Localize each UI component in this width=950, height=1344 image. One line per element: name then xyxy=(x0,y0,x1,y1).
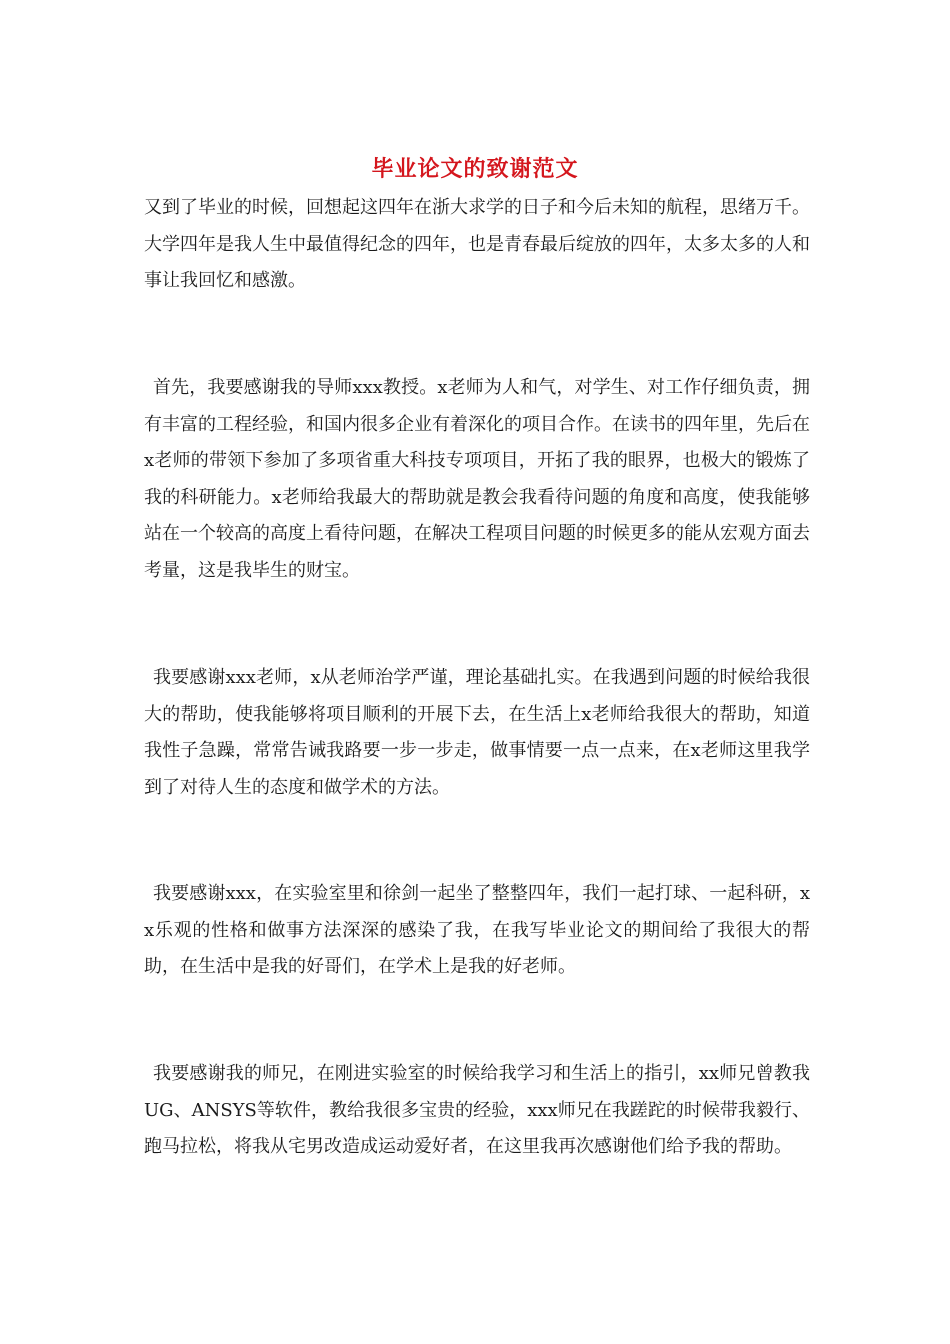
paragraph-teacher: 我要感谢xxx老师，x从老师治学严谨，理论基础扎实。在我遇到问题的时候给我很大的帮助，使我能够将项目顺利的开展下去，在生活上x老师给我很大的帮助，知道我性子急躁，常常告诫我路要一步一步走，做事情要一点一点来，在x老师这里我学到了对待人生的态度和做学术的方法。 xyxy=(144,667,810,798)
paragraph-seniors: 我要感谢我的师兄，在刚进实验室的时候给我学习和生活上的指引，xx师兄曾教我UG、ANSYS等软件，教给我很多宝贵的经验，xxx师兄在我蹉跎的时候带我毅行、跑马拉松，将我从宅男改造成运动爱好者，在这里我再次感谢他们给予我的帮助。 xyxy=(144,1063,810,1157)
paragraph-intro: 又到了毕业的时候，回想起这四年在浙大求学的日子和今后未知的航程，思绪万千。大学四年是我人生中最值得纪念的四年，也是青春最后绽放的四年，太多太多的人和事让我回忆和感激。 xyxy=(144,197,810,291)
paragraph-advisor: 首先，我要感谢我的导师xxx教授。x老师为人和气，对学生、对工作仔细负责，拥有丰富的工程经验，和国内很多企业有着深化的项目合作。在读书的四年里，先后在x老师的带领下参加了多项省重大科技专项项目，开拓了我的眼界，也极大的锻炼了我的科研能力。x老师给我最大的帮助就是教会我看待问题的角度和高度，使我能够站在一个较高的高度上看待问题，在解决工程项目问题的时候更多的能从宏观方面去考量，这是我毕生的财宝。 xyxy=(144,377,810,581)
paragraph-labmate: 我要感谢xxx，在实验室里和徐剑一起坐了整整四年，我们一起打球、一起科研，xx乐观的性格和做事方法深深的感染了我，在我写毕业论文的期间给了我很大的帮助，在生活中是我的好哥们，在学术上是我的好老师。 xyxy=(144,883,810,977)
document-title: 毕业论文的致谢范文 xyxy=(371,156,579,182)
